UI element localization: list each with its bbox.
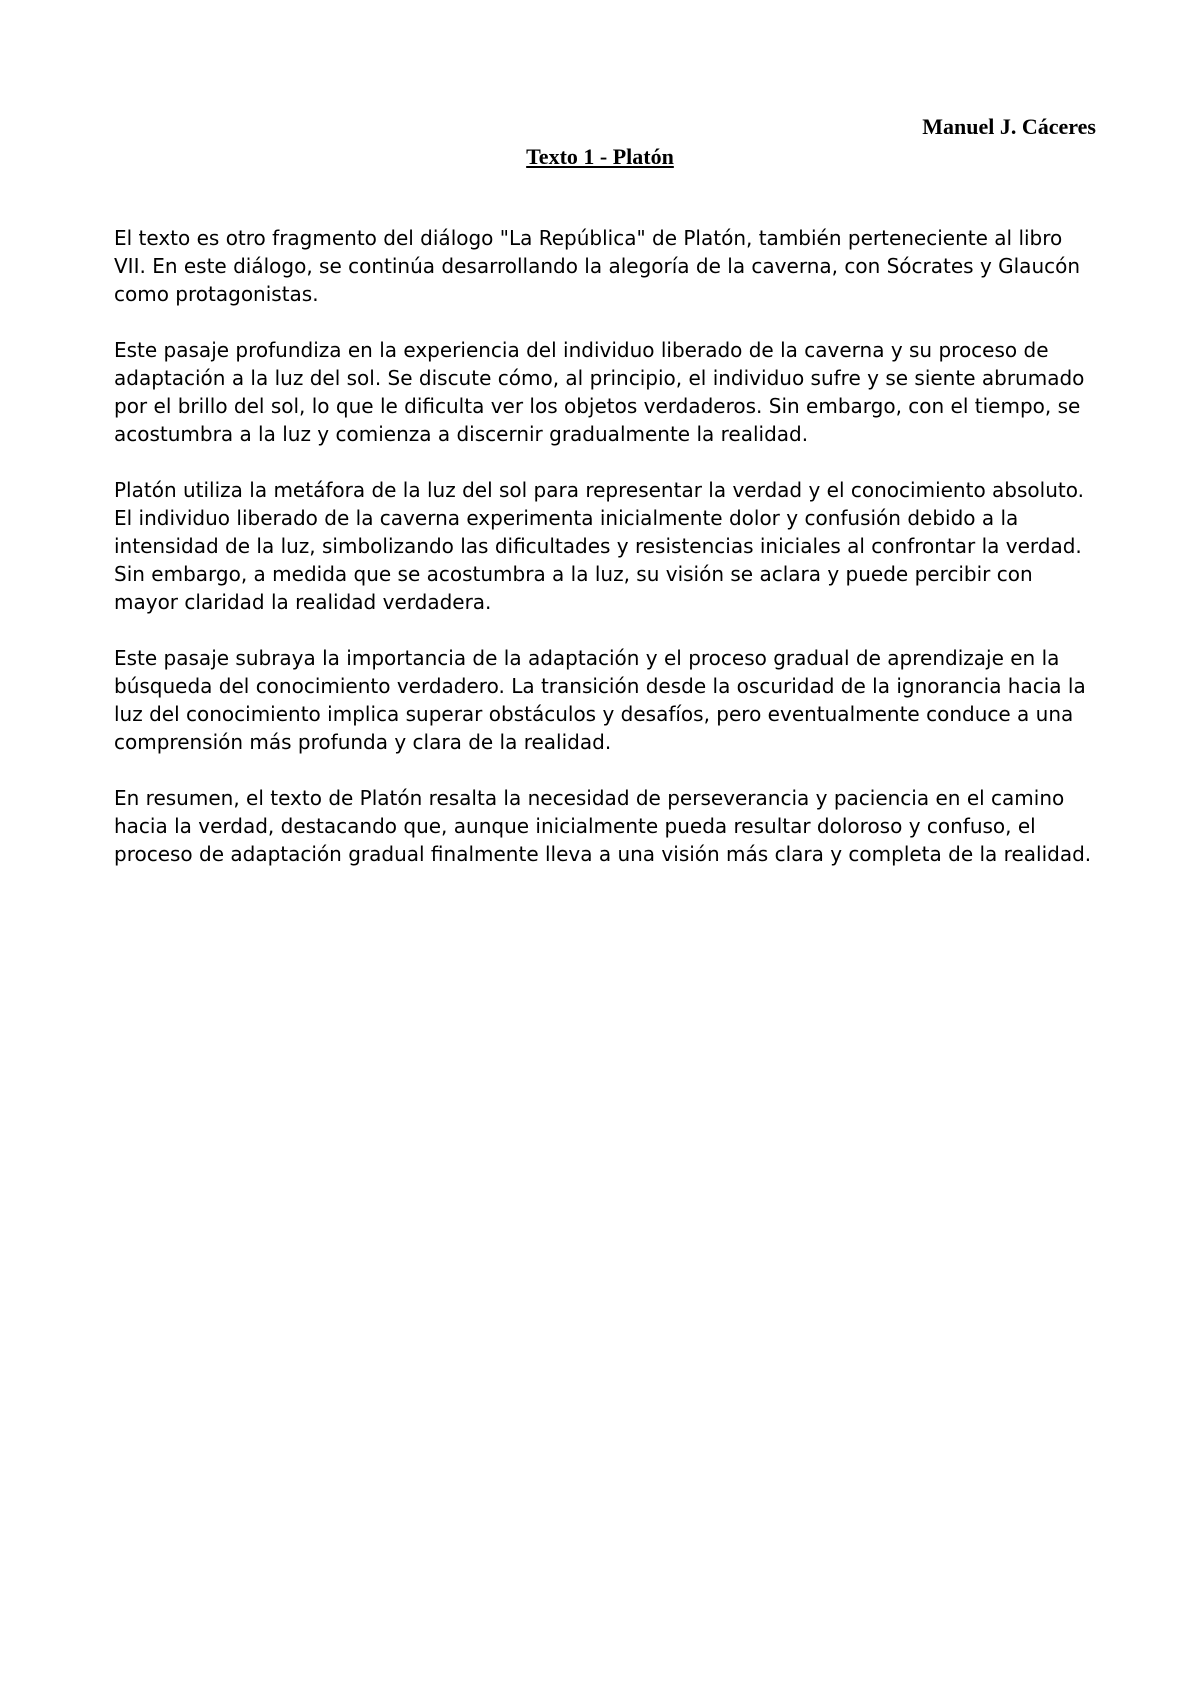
paragraph-5: En resumen, el texto de Platón resalta la necesidad de perseverancia y paciencia en el camino hacia la verdad, destacando que, aunque inicialmente pueda resultar doloroso y confuso, el proceso de adaptación gradual finalmente lleva a una visión más clara y completa de la realidad. <box>114 786 1092 866</box>
paragraph-3: Platón utiliza la metáfora de la luz del sol para representar la verdad y el conocimiento absoluto. El individuo liberado de la caverna experimenta inicialmente dolor y confusión debido a la intensidad de la luz, simbolizando las dificultades y resistencias iniciales al confrontar la verdad. Sin embargo, a medida que se acostumbra a la luz, su visión se aclara y puede percibir con mayor claridad la realidad verdadera. <box>114 478 1084 614</box>
paragraph-4: Este pasaje subraya la importancia de la adaptación y el proceso gradual de aprendizaje en la búsqueda del conocimiento verdadero. La transición desde la oscuridad de la ignorancia hacia la luz del conocimiento implica superar obstáculos y desafíos, pero eventualmente conduce a una comprensión más profunda y clara de la realidad. <box>114 646 1086 754</box>
author-name: Manuel J. Cáceres <box>922 114 1096 139</box>
document-title: Texto 1 - Platón <box>526 144 674 169</box>
paragraph-2: Este pasaje profundiza en la experiencia del individuo liberado de la caverna y su proceso de adaptación a la luz del sol. Se discute cómo, al principio, el individuo sufre y se siente abrumado por el brillo del sol, lo que le dificulta ver los objetos verdaderos. Sin embargo, con el tiempo, se acostumbra a la luz y comienza a discernir gradualmente la realidad. <box>114 338 1085 446</box>
document-body <box>114 224 1094 896</box>
paragraph-1: El texto es otro fragmento del diálogo "La República" de Platón, también perteneciente al libro VII. En este diálogo, se continúa desarrollando la alegoría de la caverna, con Sócrates y Glaucón como protagonistas. <box>114 226 1081 306</box>
